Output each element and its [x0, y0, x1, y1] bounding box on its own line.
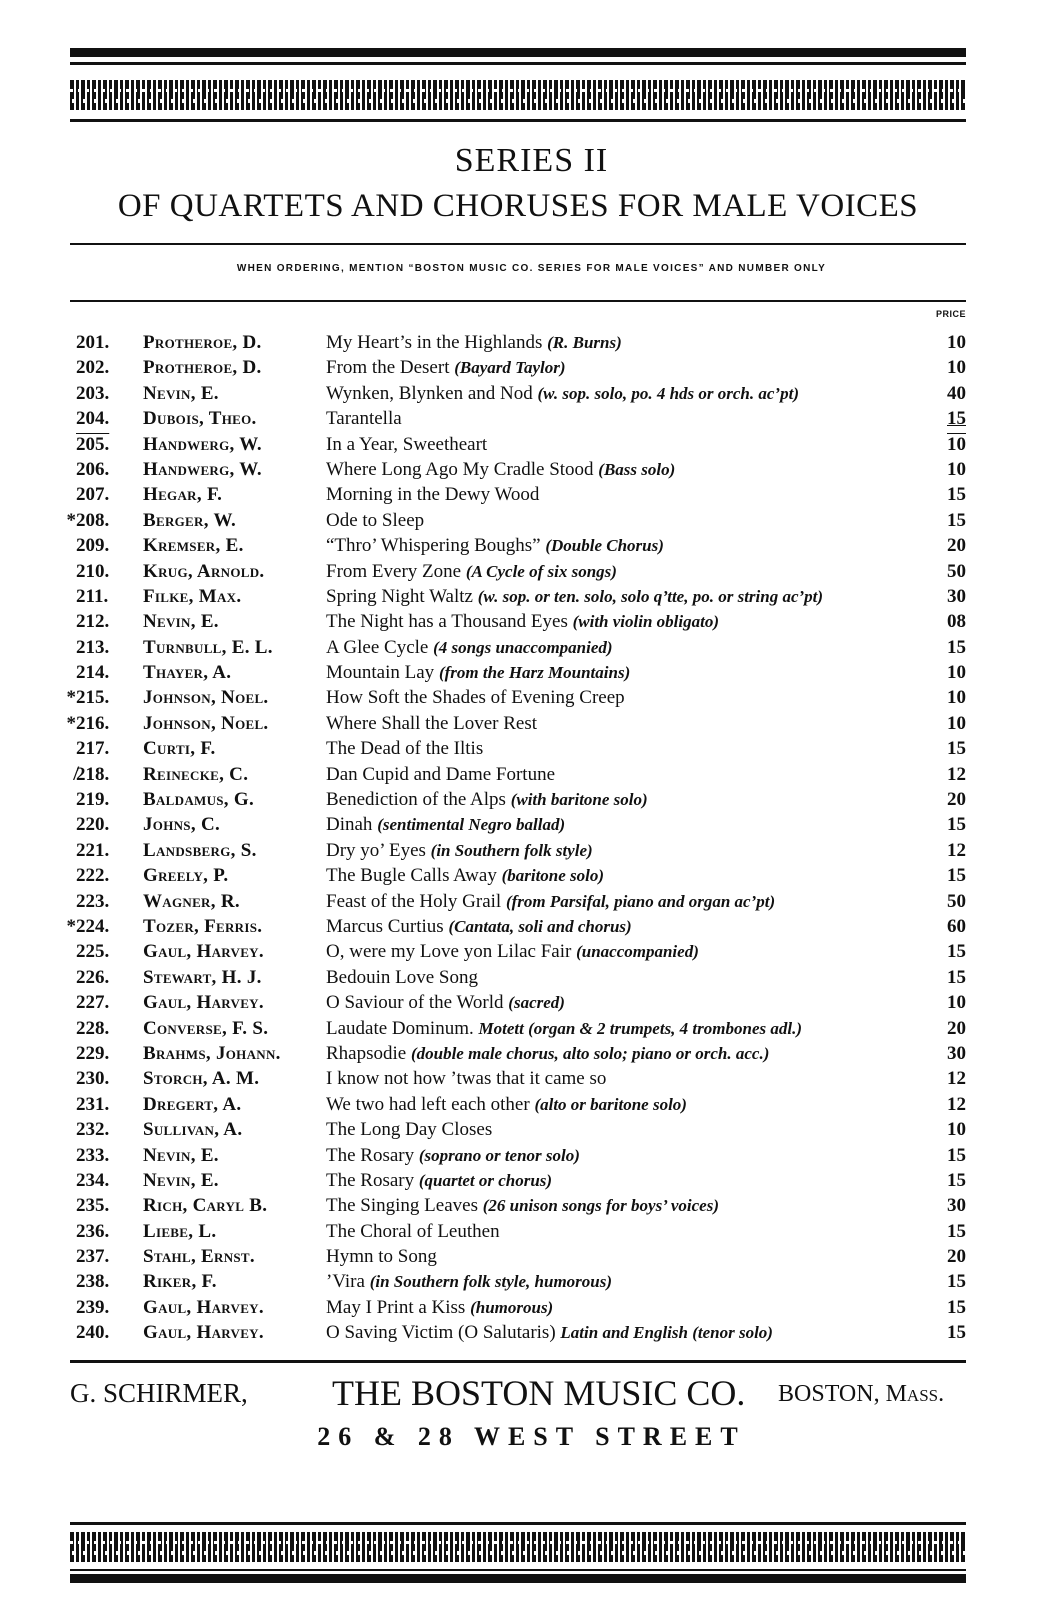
agent-name: G. SCHIRMER,	[70, 1378, 248, 1408]
entry-title: We two had left each other	[326, 1093, 530, 1115]
entry-title-line	[326, 635, 613, 660]
entry-title: Dan Cupid and Dame Fortune	[326, 763, 556, 785]
entry-note: (4 songs unaccompanied)	[433, 637, 613, 657]
entry-number: 203.	[76, 382, 110, 404]
catalogue-entry	[0, 1041, 1063, 1066]
entry-number: 202.	[76, 357, 110, 379]
entry-title-line	[326, 559, 617, 584]
entry-title: The Singing Leaves	[326, 1195, 478, 1217]
entry-title-line	[326, 939, 699, 964]
entry-title: From the Desert	[326, 357, 450, 379]
entry-title-line	[326, 990, 565, 1015]
entry-title-line	[326, 533, 664, 558]
entry-price: 15	[947, 966, 966, 988]
entry-number: 234.	[76, 1169, 110, 1191]
footer-divider	[70, 1360, 966, 1363]
entry-title-line	[326, 1092, 687, 1117]
entry-composer: Turnbull, E. L.	[143, 636, 273, 658]
entry-title: From Every Zone	[326, 560, 462, 582]
entry-title: The Bugle Calls Away	[326, 865, 497, 887]
entry-title: My Heart’s in the Highlands	[326, 332, 543, 353]
series-title: SERIES II	[454, 142, 609, 179]
title-divider	[70, 243, 966, 245]
entry-title-line	[326, 1041, 769, 1066]
entry-number: 207.	[76, 484, 110, 506]
catalogue-entry	[0, 1066, 1063, 1091]
entry-price: 15	[947, 1322, 966, 1344]
catalogue-entry	[0, 711, 1063, 736]
entry-composer: Gaul, Harvey.	[143, 1296, 264, 1318]
entry-price: 20	[947, 789, 966, 811]
entry-number: 229.	[76, 1042, 110, 1064]
entry-price: 10	[947, 433, 966, 455]
entry-note: (double male chorus, alto solo; piano or orch. acc.)	[410, 1043, 770, 1063]
entry-price: 10	[947, 712, 966, 734]
entry-title-line	[326, 1320, 773, 1345]
catalogue-entry	[0, 1092, 1063, 1117]
entry-price: 15	[947, 636, 966, 658]
catalogue-entry	[0, 787, 1063, 812]
entry-title: Laudate Dominum.	[326, 1017, 474, 1039]
entry-title: A Glee Cycle	[326, 636, 429, 658]
entry-title: The Choral of Leuthen	[326, 1220, 500, 1242]
entry-composer: Thayer, A.	[143, 662, 232, 684]
entry-title-line	[326, 1143, 580, 1168]
entry-title-line	[326, 838, 593, 863]
entry-composer: Storch, A. M.	[143, 1068, 260, 1090]
entry-title-line	[326, 863, 604, 888]
entry-title: Spring Night Waltz	[326, 585, 473, 607]
entry-price: 10	[947, 357, 966, 379]
catalogue-entry	[0, 812, 1063, 837]
entry-price: 12	[947, 1068, 966, 1090]
bottom-thin-rule	[70, 1569, 966, 1571]
entry-title: The Rosary	[326, 1144, 415, 1166]
entry-composer: Nevin, E.	[143, 382, 219, 404]
entry-title: The Night has a Thousand Eyes	[326, 611, 568, 633]
entry-number: 217.	[76, 738, 110, 760]
top-thin-rule	[70, 62, 966, 65]
entry-number: 231.	[76, 1093, 110, 1115]
catalogue-list	[0, 330, 1063, 1346]
entry-note: (w. sop. or ten. solo, solo q’tte, po. or string ac’pt)	[477, 586, 824, 606]
entry-composer: Tozer, Ferris.	[143, 915, 263, 937]
entry-title: In a Year, Sweetheart	[326, 433, 488, 455]
entry-title: O Saving Victim (O Salutaris)	[326, 1322, 556, 1344]
catalogue-entry	[0, 736, 1063, 761]
entry-price: 15	[947, 1144, 966, 1166]
entry-composer: Hegar, F.	[143, 484, 223, 506]
entry-number: 238.	[76, 1271, 110, 1293]
entry-composer: Protheroe, D.	[143, 332, 262, 353]
catalogue-entry	[0, 432, 1063, 457]
entry-note: (Cantata, soli and chorus)	[448, 916, 632, 936]
entry-note: (A Cycle of six songs)	[465, 561, 617, 581]
entry-price: 15	[947, 738, 966, 760]
catalogue-entry	[0, 584, 1063, 609]
entry-title-line	[326, 508, 424, 533]
entry-price: 10	[947, 662, 966, 684]
bottom-thick-rule	[70, 1574, 966, 1583]
entry-number: 211.	[76, 585, 109, 607]
entry-title: Ode to Sleep	[326, 509, 425, 531]
entry-price: 12	[947, 839, 966, 861]
entry-composer: Johnson, Noel.	[143, 687, 269, 709]
entry-number: 216.	[76, 712, 110, 734]
entry-marker: *	[66, 712, 76, 734]
entry-title: ’Vira	[326, 1271, 365, 1293]
entry-number: 237.	[76, 1246, 110, 1268]
catalogue-entry	[0, 1244, 1063, 1269]
entry-price: 30	[947, 1195, 966, 1217]
entry-note: (in Southern folk style)	[430, 840, 593, 860]
entry-title-line	[326, 381, 799, 406]
catalogue-entry	[0, 889, 1063, 914]
entry-marker	[52, 762, 76, 787]
entry-price: 15	[947, 1271, 966, 1293]
entry-title: I know not how ’twas that it came so	[326, 1068, 607, 1090]
catalogue-entry	[0, 1295, 1063, 1320]
entry-note: (unaccompanied)	[576, 942, 699, 962]
entry-composer: Stewart, H. J.	[143, 966, 262, 988]
entry-title-line	[326, 355, 566, 380]
entry-title-line	[326, 1244, 437, 1269]
entry-title-line	[326, 609, 719, 634]
publisher-name: THE BOSTON MUSIC CO.	[332, 1373, 746, 1413]
entry-composer: Rich, Caryl B.	[143, 1195, 268, 1217]
entry-title-line	[326, 432, 487, 457]
entry-composer: Krug, Arnold.	[143, 560, 265, 582]
entry-composer: Reinecke, C.	[143, 763, 249, 785]
entry-number: 227.	[76, 992, 110, 1014]
entry-composer: Converse, F. S.	[143, 1017, 269, 1039]
entry-composer: Landsberg, S.	[143, 839, 257, 861]
entry-number: 215.	[76, 687, 110, 709]
catalogue-entry	[0, 406, 1063, 431]
entry-price: 15	[947, 509, 966, 531]
catalogue-entry	[0, 1219, 1063, 1244]
entry-title: Feast of the Holy Grail	[326, 890, 502, 912]
entry-title-line	[326, 889, 775, 914]
entry-title: Where Long Ago My Cradle Stood	[326, 458, 594, 480]
entry-price: 10	[947, 687, 966, 709]
entry-composer: Dregert, A.	[143, 1093, 242, 1115]
catalogue-entry	[0, 1016, 1063, 1041]
catalogue-entry	[0, 838, 1063, 863]
entry-number: 212.	[76, 611, 110, 633]
entry-title: Where Shall the Lover Rest	[326, 712, 538, 734]
entry-note: (from Parsifal, piano and organ ac’pt)	[505, 891, 776, 911]
entry-note: (soprano or tenor solo)	[418, 1145, 580, 1165]
entry-price: 12	[947, 1093, 966, 1115]
entry-price: 10	[947, 1119, 966, 1141]
catalogue-entry	[0, 482, 1063, 507]
entry-title-line	[326, 1016, 802, 1041]
notice-divider	[70, 300, 966, 302]
entry-title: Marcus Curtius	[326, 915, 444, 937]
entry-price: 15	[947, 814, 966, 836]
entry-price: 20	[947, 1017, 966, 1039]
entry-composer: Wagner, R.	[143, 890, 240, 912]
series-subtitle: OF QUARTETS AND CHORUSES FOR MALE VOICES	[117, 188, 919, 224]
entry-number: 213.	[76, 636, 110, 658]
entry-title: Dinah	[326, 814, 373, 836]
entry-note: (quartet or chorus)	[418, 1170, 553, 1190]
entry-title-line	[326, 1219, 500, 1244]
entry-note: (Double Chorus)	[545, 536, 664, 556]
entry-title: May I Print a Kiss	[326, 1296, 466, 1318]
entry-composer: Gaul, Harvey.	[143, 1322, 264, 1344]
catalogue-entry	[0, 559, 1063, 584]
catalogue-entry	[0, 1320, 1063, 1345]
entry-note: (sacred)	[508, 993, 565, 1013]
entry-price: 50	[947, 890, 966, 912]
entry-composer: Dubois, Theo.	[143, 408, 257, 430]
catalogue-entry	[0, 381, 1063, 406]
catalogue-entry	[0, 914, 1063, 939]
entry-note: Latin and English (tenor solo)	[560, 1323, 773, 1343]
entry-composer: Handwerg, W.	[143, 433, 262, 455]
entry-number: 239.	[76, 1296, 110, 1318]
catalogue-entry	[0, 863, 1063, 888]
entry-note: (26 unison songs for boys’ voices)	[482, 1196, 719, 1216]
entry-price: 50	[947, 560, 966, 582]
entry-title: Morning in the Dewy Wood	[326, 484, 540, 506]
entry-number: 232.	[76, 1119, 110, 1141]
catalogue-entry	[0, 533, 1063, 558]
entry-price: 15	[947, 484, 966, 506]
entry-note: (in Southern folk style, humorous)	[369, 1272, 613, 1292]
entry-price: 10	[947, 332, 966, 353]
catalogue-entry	[0, 508, 1063, 533]
entry-title-line	[326, 812, 565, 837]
entry-title-line	[326, 711, 537, 736]
entry-composer: Johns, C.	[143, 814, 221, 836]
entry-price: 08	[947, 611, 966, 633]
entry-title-line	[326, 736, 483, 761]
entry-composer: Protheroe, D.	[143, 357, 262, 379]
entry-note: (Bayard Taylor)	[454, 358, 566, 378]
entry-composer: Gaul, Harvey.	[143, 992, 264, 1014]
entry-note: Motett (organ & 2 trumpets, 4 trombones adl.)	[478, 1018, 802, 1038]
entry-price: 15	[947, 1169, 966, 1191]
entry-price: 10	[947, 458, 966, 480]
entry-title: The Rosary	[326, 1169, 415, 1191]
catalogue-entry	[0, 457, 1063, 482]
catalogue-entry	[0, 1143, 1063, 1168]
entry-composer: Nevin, E.	[143, 1169, 219, 1191]
catalogue-entry	[0, 685, 1063, 710]
entry-number: 236.	[76, 1220, 110, 1242]
entry-number: 204.	[76, 408, 110, 430]
entry-composer: Greely, P.	[143, 865, 229, 887]
entry-title-line	[326, 1269, 612, 1294]
entry-title-line	[326, 685, 625, 710]
entry-title-line	[326, 1117, 492, 1142]
entry-title: Tarantella	[326, 408, 402, 430]
entry-price: 30	[947, 1042, 966, 1064]
entry-composer: Berger, W.	[143, 509, 237, 531]
entry-composer: Stahl, Ernst.	[143, 1246, 255, 1268]
entry-composer: Handwerg, W.	[143, 458, 262, 480]
entry-title-line	[326, 482, 539, 507]
entry-composer: Johnson, Noel.	[143, 712, 269, 734]
entry-note: (from the Harz Mountains)	[438, 663, 631, 683]
entry-number: 223.	[76, 890, 110, 912]
bottom-top-rule	[70, 1522, 966, 1525]
catalogue-entry	[0, 965, 1063, 990]
entry-number: 235.	[76, 1195, 110, 1217]
entry-number: 226.	[76, 966, 110, 988]
entry-price: 40	[947, 382, 966, 404]
catalogue-entry	[0, 660, 1063, 685]
entry-title-line	[326, 1193, 719, 1218]
catalogue-entry	[0, 1193, 1063, 1218]
entry-number: 228.	[76, 1017, 110, 1039]
entry-title: The Long Day Closes	[326, 1119, 493, 1141]
entry-title-line	[326, 584, 823, 609]
entry-composer: Brahms, Johann.	[143, 1042, 281, 1064]
entry-title-line	[326, 1066, 606, 1091]
entry-price: 30	[947, 585, 966, 607]
catalogue-entry	[0, 990, 1063, 1015]
entry-price: 15	[947, 1296, 966, 1318]
entry-composer: Gaul, Harvey.	[143, 941, 264, 963]
entry-composer: Riker, F.	[143, 1271, 217, 1293]
entry-number: 225.	[76, 941, 110, 963]
entry-number: 205.	[76, 433, 110, 455]
catalogue-entry	[0, 1269, 1063, 1294]
entry-note: (alto or baritone solo)	[534, 1094, 687, 1114]
entry-title: Benediction of the Alps	[326, 789, 506, 811]
bottom-ornament-band	[70, 1532, 966, 1562]
entry-title: Hymn to Song	[326, 1246, 437, 1268]
catalogue-entry	[0, 355, 1063, 380]
entry-title-line	[326, 457, 675, 482]
entry-title: O, were my Love yon Lilac Fair	[326, 941, 572, 963]
entry-note: (Bass solo)	[598, 459, 676, 479]
entry-title-line	[326, 762, 555, 787]
entry-composer: Liebe, L.	[143, 1220, 217, 1242]
entry-title-line	[326, 914, 632, 939]
entry-title: Bedouin Love Song	[326, 966, 478, 988]
entry-note: (humorous)	[470, 1297, 554, 1317]
entry-composer: Baldamus, G.	[143, 789, 255, 811]
entry-title-line	[326, 1168, 552, 1193]
entry-price: 15	[947, 408, 966, 430]
entry-composer: Kremser, E.	[143, 535, 244, 557]
entry-number: 219.	[76, 789, 110, 811]
entry-title: “Thro’ Whispering Boughs”	[326, 535, 541, 557]
entry-number: 220.	[76, 814, 110, 836]
entry-title: O Saviour of the World	[326, 992, 504, 1014]
entry-number: 208.	[76, 509, 110, 531]
entry-price: 10	[947, 992, 966, 1014]
entry-price: 15	[947, 865, 966, 887]
entry-number: 230.	[76, 1068, 110, 1090]
entry-note: (with violin obligato)	[572, 612, 720, 632]
entry-note: (baritone solo)	[501, 866, 605, 886]
catalogue-entry	[0, 330, 1063, 355]
entry-note: (R. Burns)	[547, 333, 622, 352]
entry-note: (w. sop. solo, po. 4 hds or orch. ac’pt)	[537, 383, 799, 403]
entry-number: 233.	[76, 1144, 110, 1166]
entry-composer: Curti, F.	[143, 738, 216, 760]
catalogue-entry	[0, 762, 1063, 787]
price-column-heading: PRICE	[935, 309, 966, 319]
entry-composer: Nevin, E.	[143, 1144, 219, 1166]
entry-number: 201.	[76, 332, 110, 353]
entry-price: 20	[947, 1246, 966, 1268]
entry-number: 209.	[76, 535, 110, 557]
catalogue-entry	[0, 635, 1063, 660]
entry-price: 12	[947, 763, 966, 785]
entry-title-line	[326, 965, 478, 990]
entry-number: 218.	[76, 763, 110, 785]
entry-note: (with baritone solo)	[510, 790, 648, 810]
catalogue-entry	[0, 939, 1063, 964]
entry-title: Rhapsodie	[326, 1042, 407, 1064]
entry-title-line	[326, 330, 622, 355]
top-ornament-band	[70, 80, 966, 110]
entry-title: Dry yo’ Eyes	[326, 839, 426, 861]
entry-price: 15	[947, 1220, 966, 1242]
catalogue-entry	[0, 609, 1063, 634]
catalogue-entry	[0, 1168, 1063, 1193]
top-thick-rule	[70, 48, 966, 57]
entry-title-line	[326, 660, 630, 685]
entry-title: Mountain Lay	[326, 662, 435, 684]
entry-number: 206.	[76, 458, 110, 480]
entry-note: (sentimental Negro ballad)	[377, 815, 566, 835]
entry-title-line	[326, 787, 648, 812]
entry-marker: *	[66, 915, 76, 937]
entry-price: 60	[947, 915, 966, 937]
entry-composer: Filke, Max.	[143, 585, 242, 607]
ordering-notice: WHEN ORDERING, MENTION “BOSTON MUSIC CO. SERIES FOR MALE VOICES” AND NUMBER ONLY	[236, 263, 827, 274]
entry-title-line	[326, 1295, 553, 1320]
entry-title: Wynken, Blynken and Nod	[326, 382, 533, 404]
publisher-city: BOSTON, Mass.	[778, 1381, 945, 1407]
entry-number: 224.	[76, 915, 110, 937]
entry-composer: Nevin, E.	[143, 611, 219, 633]
entry-number: 221.	[76, 839, 110, 861]
entry-marker: *	[66, 509, 76, 531]
entry-price: 20	[947, 535, 966, 557]
entry-number: 222.	[76, 865, 110, 887]
entry-number: 240.	[76, 1322, 110, 1344]
entry-price: 15	[947, 941, 966, 963]
entry-marker: *	[66, 687, 76, 709]
entry-title: The Dead of the Iltis	[326, 738, 484, 760]
entry-number: 210.	[76, 560, 110, 582]
publisher-address: 26 & 28 WEST STREET	[317, 1422, 746, 1451]
entry-number: 214.	[76, 662, 110, 684]
entry-title: How Soft the Shades of Evening Creep	[326, 687, 625, 709]
entry-title-line	[326, 406, 402, 431]
catalogue-entry	[0, 1117, 1063, 1142]
top-under-rule	[70, 119, 966, 122]
entry-composer: Sullivan, A.	[143, 1119, 243, 1141]
